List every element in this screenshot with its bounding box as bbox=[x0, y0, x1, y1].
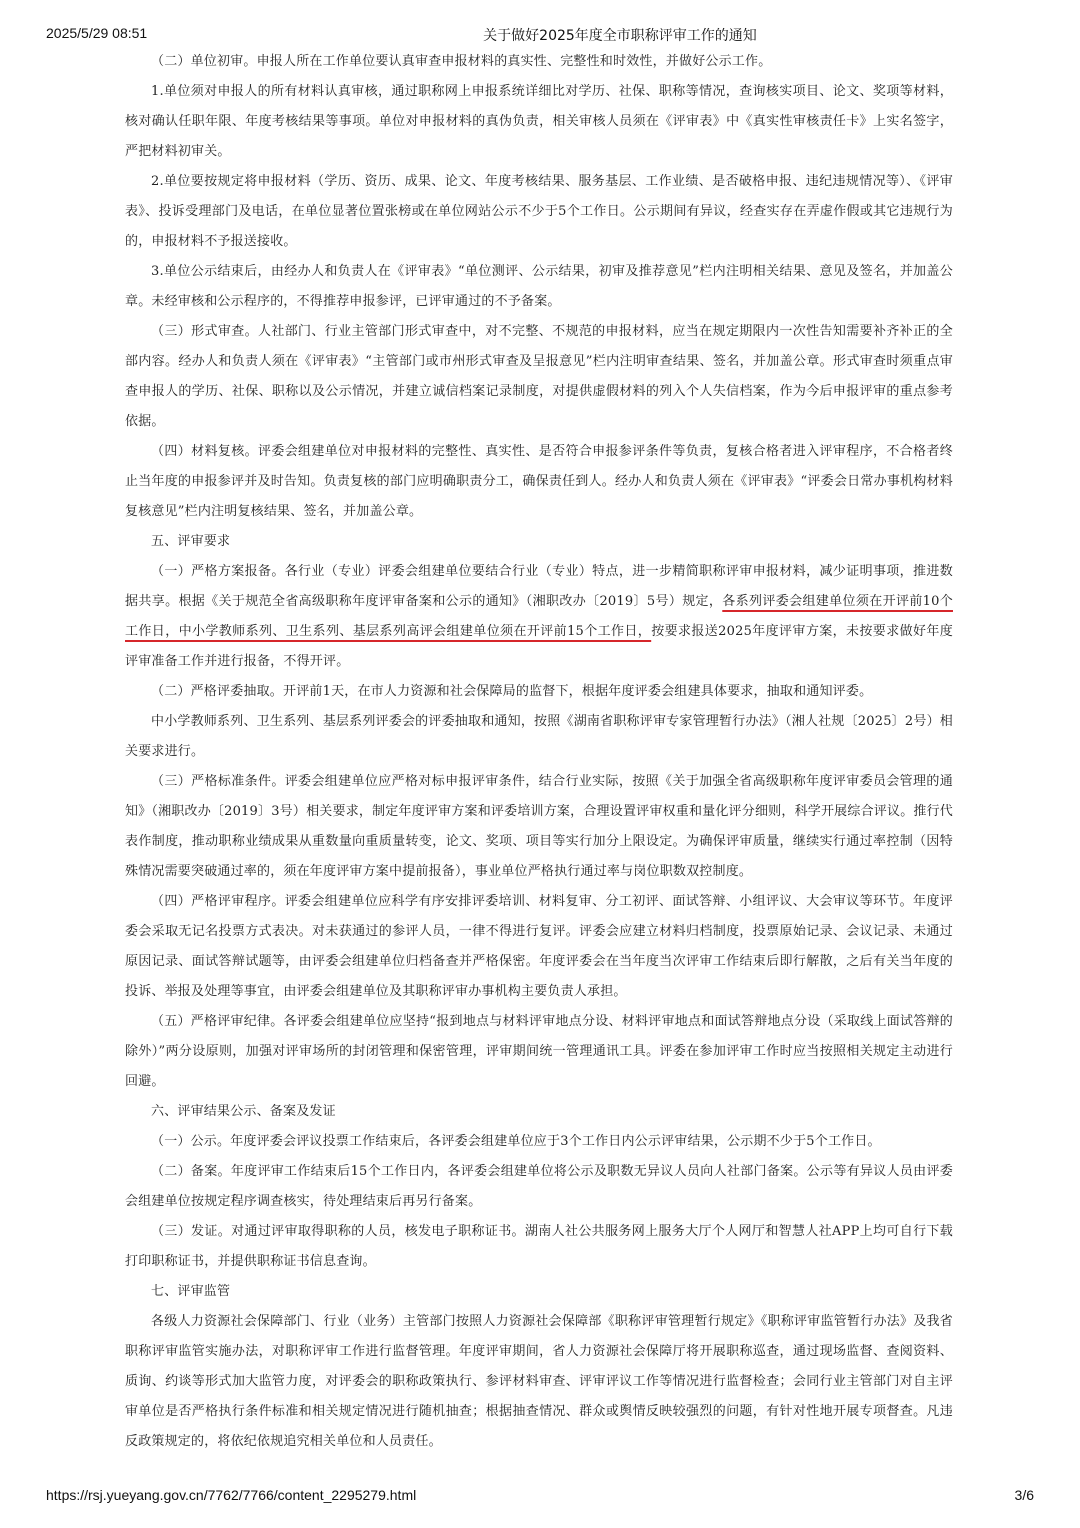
page-url: https://rsj.yueyang.gov.cn/7762/7766/content_2295279.html bbox=[46, 1487, 417, 1503]
document-body bbox=[125, 47, 953, 1457]
paragraph: （二）严格评委抽取。开评前1天，在市人力资源和社会保障局的监督下，根据年度评委会组建具体要求，抽取和通知评委。 bbox=[151, 684, 873, 699]
paragraph: 3.单位公示结束后，由经办人和负责人在《评审表》“单位测评、公示结果，初审及推荐意见”栏内注明相关结果、意见及签名，并加盖公章。未经审核和公示程序的，不得推荐申报参评，已评审通过的不予备案。 bbox=[125, 264, 953, 309]
paragraph: （二）单位初审。申报人所在工作单位要认真审查申报材料的真实性、完整性和时效性，并做好公示工作。 bbox=[151, 54, 772, 69]
paragraph: 2.单位要按规定将申报材料（学历、资历、成果、论文、年度考核结果、服务基层、工作业绩、是否破格申报、违纪违规情况等）、《评审表》、投诉受理部门及电话，在单位显著位置张榜或在单位网站公示不少于5个工作日。公示期间有异议，经查实存在弄虚作假或其它违规行为的，申报材料不予报送接收。 bbox=[125, 174, 953, 249]
paragraph: （一）公示。年度评委会评议投票工作结束后，各评委会组建单位应于3个工作日内公示评审结果，公示期不少于5个工作日。 bbox=[151, 1134, 881, 1149]
section-heading-7: 七、评审监管 bbox=[151, 1284, 231, 1299]
paragraph-text: 按要求报送2025年度评审方案，未按要求做好年度评审准备工作并进行报备，不得开评。 bbox=[125, 624, 953, 669]
section-heading-5: 五、评审要求 bbox=[151, 534, 231, 549]
document-header-title: 关于做好2025年度全市职称评审工作的通知 bbox=[483, 28, 757, 44]
underlined-highlight: 各系列评委会组建单位须在开评前10个工作日，中小学教师系列、卫生系列、基层系列高评会组建单位须在开评前15个工作日， bbox=[125, 594, 953, 639]
paragraph-with-highlight bbox=[125, 557, 953, 677]
paragraph: （三）发证。对通过评审取得职称的人员，核发电子职称证书。湖南人社公共服务网上服务大厅个人网厅和智慧人社APP上均可自行下载打印职称证书，并提供职称证书信息查询。 bbox=[125, 1224, 953, 1269]
paragraph: 1.单位须对申报人的所有材料认真审核，通过职称网上申报系统详细比对学历、社保、职称等情况，查询核实项目、论文、奖项等材料，核对确认任职年限、年度考核结果等事项。单位对申报材料的真伪负责，相关审核人员须在《评审表》中《真实性审核责任卡》上实名签字，严把材料初审关。 bbox=[125, 84, 953, 159]
paragraph-text: （一）严格方案报备。各行业（专业）评委会组建单位要结合行业（专业）特点，进一步精简职称评审申报材料，减少证明事项，推进数据共享。根据《关于规范全省高级职称年度评审备案和公示的通知》（湘职改办〔2019〕5号）规定， bbox=[125, 564, 953, 609]
paragraph: （二）备案。年度评审工作结束后15个工作日内，各评委会组建单位将公示及职数无异议人员向人社部门备案。公示等有异议人员由评委会组建单位按规定程序调查核实，待处理结束后再另行备案。 bbox=[125, 1164, 953, 1209]
paragraph: 各级人力资源社会保障部门、行业（业务）主管部门按照人力资源社会保障部《职称评审管理暂行规定》《职称评审监管暂行办法》及我省职称评审监管实施办法，对职称评审工作进行监督管理。年度评审期间，省人力资源社会保障厅将开展职称巡查，通过现场监督、查阅资料、质询、约谈等形式加大监管力度，对评委会的职称政策执行、参评材料审查、评审评议工作等情况进行监督检查；会同行业主管部门对自主评审单位是否严格执行条件标准和相关规定情况进行随机抽查；根据抽查情况、群众或舆情反映较强烈的问题，有针对性地开展专项督查。凡违反政策规定的，将依纪依规追究相关单位和人员责任。 bbox=[125, 1314, 953, 1449]
paragraph: （四）严格评审程序。评委会组建单位应科学有序安排评委培训、材料复审、分工初评、面试答辩、小组评议、大会审议等环节。年度评委会采取无记名投票方式表决。对未获通过的参评人员，一律不得进行复评。评委会应建立材料归档制度，投票原始记录、会议记录、未通过原因记录、面试答辩试题等，由评委会组建单位归档备查并严格保密。年度评委会在当年度当次评审工作结束后即行解散，之后有关当年度的投诉、举报及处理等事宜，由评委会组建单位及其职称评审办事机构主要负责人承担。 bbox=[125, 894, 953, 999]
paragraph: （三）形式审查。人社部门、行业主管部门形式审查中，对不完整、不规范的申报材料，应当在规定期限内一次性告知需要补齐补正的全部内容。经办人和负责人须在《评审表》“主管部门或市州形式审查及呈报意见”栏内注明审查结果、签名，并加盖公章。形式审查时须重点审查申报人的学历、社保、职称以及公示情况，并建立诚信档案记录制度，对提供虚假材料的列入个人失信档案，作为今后申报评审的重点参考依据。 bbox=[125, 324, 953, 429]
paragraph: （三）严格标准条件。评委会组建单位应严格对标申报评审条件，结合行业实际，按照《关于加强全省高级职称年度评审委员会管理的通知》（湘职改办〔2019〕3号）相关要求，制定年度评审方案和评委培训方案，合理设置评审权重和量化评分细则，科学开展综合评议。推行代表作制度，推动职称业绩成果从重数量向重质量转变，论文、奖项、项目等实行加分上限设定。为确保评审质量，继续实行通过率控制（因特殊情况需要突破通过率的，须在年度评审方案中提前报备），事业单位严格执行通过率与岗位职数双控制度。 bbox=[125, 774, 953, 879]
paragraph: （五）严格评审纪律。各评委会组建单位应坚持“报到地点与材料评审地点分设、材料评审地点和面试答辩地点分设（采取线上面试答辩的除外）”两分设原则，加强对评审场所的封闭管理和保密管理，评审期间统一管理通讯工具。评委在参加评审工作时应当按照相关规定主动进行回避。 bbox=[125, 1014, 953, 1089]
paragraph: （四）材料复核。评委会组建单位对申报材料的完整性、真实性、是否符合申报参评条件等负责，复核合格者进入评审程序，不合格者终止当年度的申报参评并及时告知。负责复核的部门应明确职责分工，确保责任到人。经办人和负责人须在《评审表》“评委会日常办事机构材料复核意见”栏内注明复核结果、签名，并加盖公章。 bbox=[125, 444, 953, 519]
paragraph: 中小学教师系列、卫生系列、基层系列评委会的评委抽取和通知，按照《湖南省职称评审专家管理暂行办法》（湘人社规〔2025〕2号）相关要求进行。 bbox=[125, 714, 953, 759]
print-datetime: 2025/5/29 08:51 bbox=[46, 25, 148, 41]
page-number: 3/6 bbox=[1014, 1487, 1034, 1503]
section-heading-6: 六、评审结果公示、备案及发证 bbox=[151, 1104, 336, 1119]
